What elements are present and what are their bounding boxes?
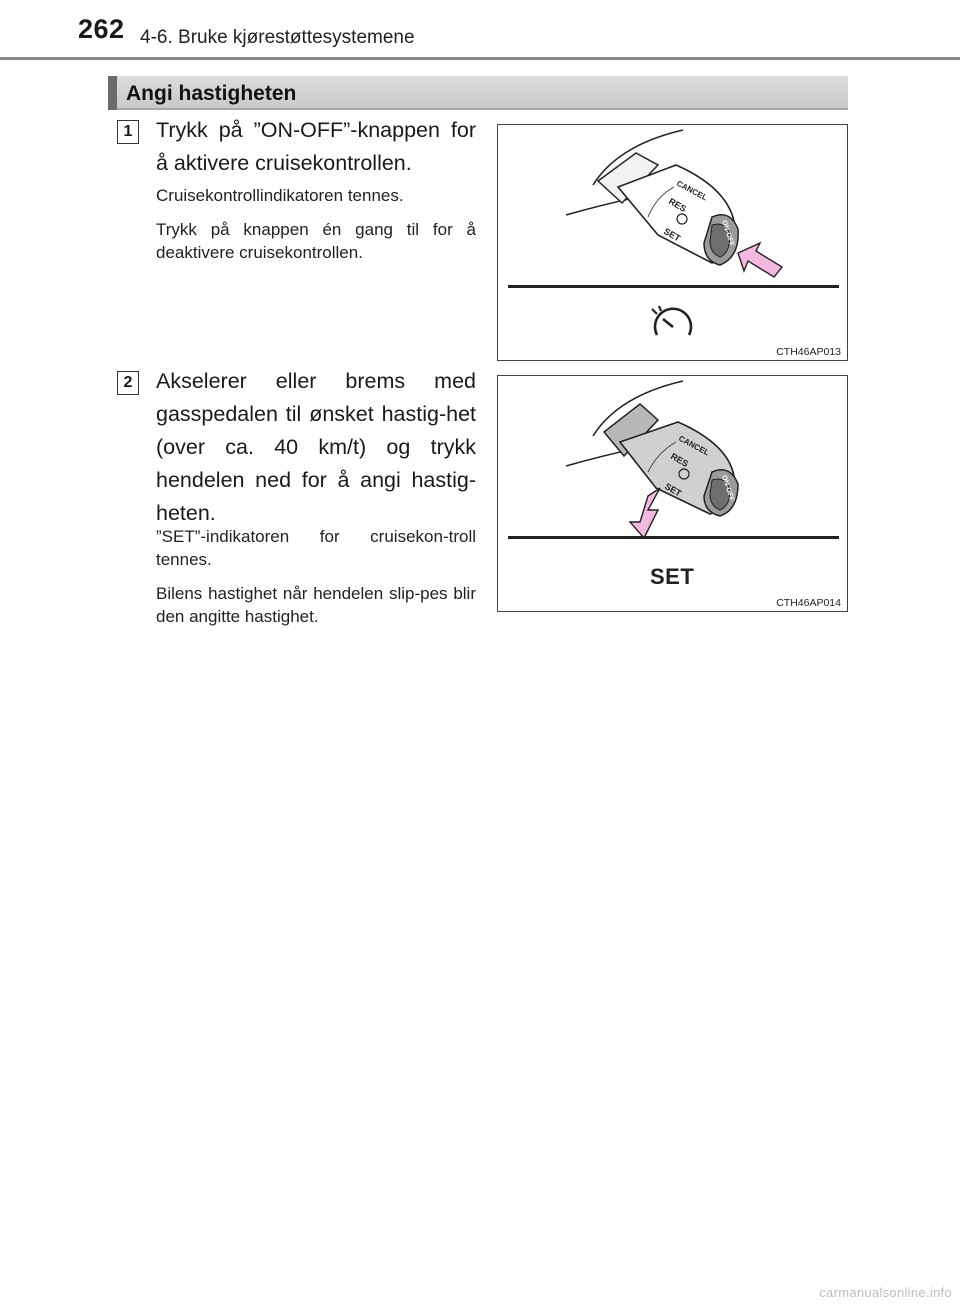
step-2-note-1: ”SET”-indikatoren for cruisekon-troll tennes. <box>156 527 476 569</box>
figure-divider <box>508 536 839 539</box>
figure-step-1 <box>497 124 848 361</box>
step-2-instruction: Akselerer eller brems med gasspedalen til ønsket hastig-het (over ca. 40 km/t) og trykk hendelen ned for å angi hastig-heten. <box>156 369 476 525</box>
figure-step-2 <box>497 375 848 612</box>
section-heading-bar <box>108 76 848 110</box>
steering-lever-illustration-1 <box>498 125 849 362</box>
lever-label-cancel: CANCEL <box>675 178 709 203</box>
lever-label-set: SET <box>662 226 683 244</box>
lever-label-res: RES <box>667 196 689 214</box>
page-number: 262 <box>78 14 125 44</box>
lever-label-on-off: ON-OFF <box>720 474 736 503</box>
step-1-note-1: Cruisekontrollindikatoren tennes. <box>156 186 404 205</box>
chapter-title: 4-6. Bruke kjørestøttesystemene <box>140 27 415 48</box>
figure-code: CTH46AP014 <box>776 597 841 609</box>
step-1-number: 1 <box>117 120 139 144</box>
watermark: carmanualsonline.info <box>819 1285 952 1300</box>
step-2-note-2: Bilens hastighet når hendelen slip-pes blir den angitte hastighet. <box>156 584 476 626</box>
section-heading-accent <box>108 76 117 110</box>
lever-label-set: SET <box>663 481 684 499</box>
press-arrow-icon <box>738 243 782 277</box>
figure-code: CTH46AP013 <box>776 346 841 358</box>
figure-divider <box>508 285 839 288</box>
step-1-note-2: Trykk på knappen én gang til for å deaktivere cruisekontrollen. <box>156 220 476 262</box>
lever-label-on-off: ON-OFF <box>720 219 736 248</box>
section-title: Angi hastigheten <box>126 82 297 105</box>
lever-label-res: RES <box>669 451 691 469</box>
header-divider <box>0 57 960 60</box>
lever-label-cancel: CANCEL <box>677 433 711 458</box>
set-indicator-text: SET <box>650 564 695 589</box>
step-1-instruction: Trykk på ”ON-OFF”-knappen for å aktivere cruisekontrollen. <box>156 118 476 175</box>
cruise-control-indicator-icon <box>652 306 691 335</box>
step-2-number: 2 <box>117 371 139 395</box>
push-down-arrow-icon <box>630 488 660 538</box>
